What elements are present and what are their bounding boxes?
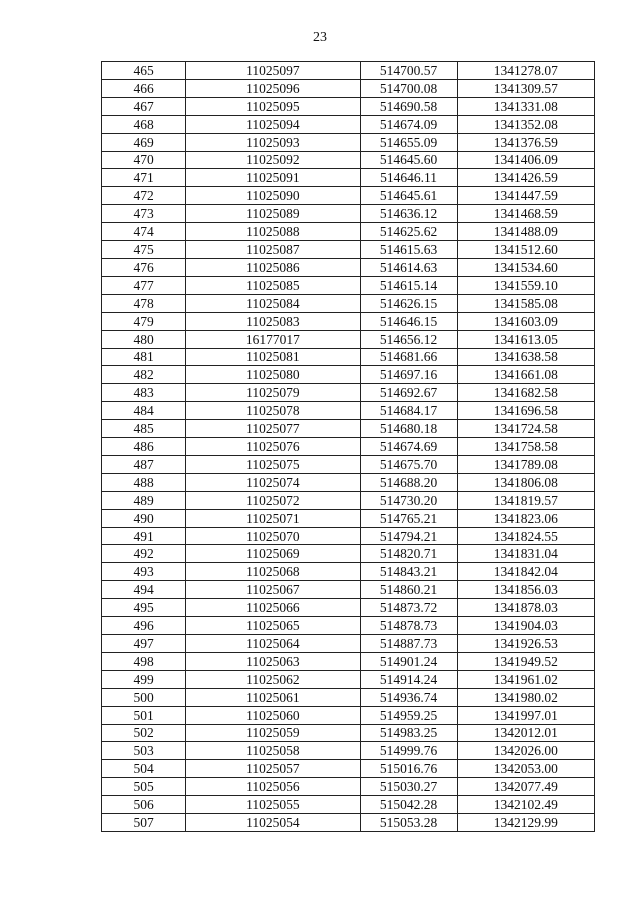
point-id-cell: 11025093 (186, 133, 360, 151)
row-number-cell: 506 (102, 796, 186, 814)
y-coordinate-cell: 1341309.57 (457, 79, 594, 97)
table-row (102, 294, 595, 312)
table-row (102, 402, 595, 420)
row-number-cell: 474 (102, 223, 186, 241)
y-coordinate-cell: 1341997.01 (457, 706, 594, 724)
row-number-cell: 475 (102, 241, 186, 259)
table-row (102, 169, 595, 187)
x-coordinate-cell: 514615.63 (360, 241, 457, 259)
row-number-cell: 481 (102, 348, 186, 366)
y-coordinate-cell: 1341352.08 (457, 115, 594, 133)
y-coordinate-cell: 1342053.00 (457, 760, 594, 778)
y-coordinate-cell: 1342129.99 (457, 814, 594, 832)
x-coordinate-cell: 515053.28 (360, 814, 457, 832)
table-row (102, 455, 595, 473)
coordinates-table-body (102, 62, 595, 832)
x-coordinate-cell: 514999.76 (360, 742, 457, 760)
point-id-cell: 11025070 (186, 527, 360, 545)
row-number-cell: 471 (102, 169, 186, 187)
row-number-cell: 465 (102, 62, 186, 80)
table-row (102, 688, 595, 706)
x-coordinate-cell: 514860.21 (360, 581, 457, 599)
x-coordinate-cell: 514646.15 (360, 312, 457, 330)
point-id-cell: 11025055 (186, 796, 360, 814)
x-coordinate-cell: 514690.58 (360, 97, 457, 115)
x-coordinate-cell: 514645.61 (360, 187, 457, 205)
point-id-cell: 11025087 (186, 241, 360, 259)
y-coordinate-cell: 1341534.60 (457, 258, 594, 276)
row-number-cell: 467 (102, 97, 186, 115)
x-coordinate-cell: 514680.18 (360, 420, 457, 438)
x-coordinate-cell: 514887.73 (360, 635, 457, 653)
row-number-cell: 496 (102, 617, 186, 635)
point-id-cell: 11025060 (186, 706, 360, 724)
y-coordinate-cell: 1342077.49 (457, 778, 594, 796)
point-id-cell: 11025068 (186, 563, 360, 581)
table-row (102, 366, 595, 384)
row-number-cell: 494 (102, 581, 186, 599)
row-number-cell: 490 (102, 509, 186, 527)
row-number-cell: 466 (102, 79, 186, 97)
coordinates-table (101, 61, 595, 832)
point-id-cell: 11025059 (186, 724, 360, 742)
point-id-cell: 11025094 (186, 115, 360, 133)
row-number-cell: 479 (102, 312, 186, 330)
y-coordinate-cell: 1341331.08 (457, 97, 594, 115)
row-number-cell: 507 (102, 814, 186, 832)
row-number-cell: 480 (102, 330, 186, 348)
table-row (102, 79, 595, 97)
row-number-cell: 493 (102, 563, 186, 581)
x-coordinate-cell: 514614.63 (360, 258, 457, 276)
row-number-cell: 486 (102, 438, 186, 456)
y-coordinate-cell: 1341842.04 (457, 563, 594, 581)
y-coordinate-cell: 1342026.00 (457, 742, 594, 760)
point-id-cell: 11025078 (186, 402, 360, 420)
y-coordinate-cell: 1341585.08 (457, 294, 594, 312)
row-number-cell: 502 (102, 724, 186, 742)
y-coordinate-cell: 1341468.59 (457, 205, 594, 223)
y-coordinate-cell: 1341789.08 (457, 455, 594, 473)
y-coordinate-cell: 1341904.03 (457, 617, 594, 635)
table-row (102, 258, 595, 276)
x-coordinate-cell: 514675.70 (360, 455, 457, 473)
y-coordinate-cell: 1341819.57 (457, 491, 594, 509)
x-coordinate-cell: 514697.16 (360, 366, 457, 384)
table-row (102, 509, 595, 527)
table-row (102, 724, 595, 742)
point-id-cell: 11025090 (186, 187, 360, 205)
point-id-cell: 11025083 (186, 312, 360, 330)
x-coordinate-cell: 514656.12 (360, 330, 457, 348)
x-coordinate-cell: 514674.69 (360, 438, 457, 456)
row-number-cell: 503 (102, 742, 186, 760)
row-number-cell: 469 (102, 133, 186, 151)
point-id-cell: 11025063 (186, 652, 360, 670)
table-row (102, 205, 595, 223)
y-coordinate-cell: 1342012.01 (457, 724, 594, 742)
x-coordinate-cell: 514914.24 (360, 670, 457, 688)
x-coordinate-cell: 514655.09 (360, 133, 457, 151)
table-row (102, 133, 595, 151)
point-id-cell: 11025080 (186, 366, 360, 384)
table-row (102, 420, 595, 438)
x-coordinate-cell: 514820.71 (360, 545, 457, 563)
y-coordinate-cell: 1341824.55 (457, 527, 594, 545)
y-coordinate-cell: 1341406.09 (457, 151, 594, 169)
row-number-cell: 473 (102, 205, 186, 223)
point-id-cell: 11025089 (186, 205, 360, 223)
point-id-cell: 11025057 (186, 760, 360, 778)
y-coordinate-cell: 1341426.59 (457, 169, 594, 187)
table-row (102, 599, 595, 617)
y-coordinate-cell: 1341926.53 (457, 635, 594, 653)
row-number-cell: 499 (102, 670, 186, 688)
table-row (102, 581, 595, 599)
point-id-cell: 11025092 (186, 151, 360, 169)
table-row (102, 276, 595, 294)
x-coordinate-cell: 514878.73 (360, 617, 457, 635)
y-coordinate-cell: 1341512.60 (457, 241, 594, 259)
x-coordinate-cell: 514636.12 (360, 205, 457, 223)
table-row (102, 545, 595, 563)
row-number-cell: 497 (102, 635, 186, 653)
point-id-cell: 11025081 (186, 348, 360, 366)
table-row (102, 635, 595, 653)
point-id-cell: 16177017 (186, 330, 360, 348)
y-coordinate-cell: 1341806.08 (457, 473, 594, 491)
y-coordinate-cell: 1341823.06 (457, 509, 594, 527)
point-id-cell: 11025066 (186, 599, 360, 617)
x-coordinate-cell: 514843.21 (360, 563, 457, 581)
table-row (102, 670, 595, 688)
x-coordinate-cell: 514645.60 (360, 151, 457, 169)
point-id-cell: 11025075 (186, 455, 360, 473)
point-id-cell: 11025084 (186, 294, 360, 312)
x-coordinate-cell: 514901.24 (360, 652, 457, 670)
table-row (102, 563, 595, 581)
x-coordinate-cell: 515030.27 (360, 778, 457, 796)
table-row (102, 706, 595, 724)
point-id-cell: 11025076 (186, 438, 360, 456)
table-row (102, 760, 595, 778)
row-number-cell: 504 (102, 760, 186, 778)
y-coordinate-cell: 1341831.04 (457, 545, 594, 563)
table-row (102, 491, 595, 509)
point-id-cell: 11025091 (186, 169, 360, 187)
point-id-cell: 11025079 (186, 384, 360, 402)
table-row (102, 151, 595, 169)
table-row (102, 312, 595, 330)
table-row (102, 241, 595, 259)
x-coordinate-cell: 514626.15 (360, 294, 457, 312)
x-coordinate-cell: 514646.11 (360, 169, 457, 187)
point-id-cell: 11025058 (186, 742, 360, 760)
y-coordinate-cell: 1341961.02 (457, 670, 594, 688)
table-row (102, 617, 595, 635)
table-row (102, 652, 595, 670)
row-number-cell: 492 (102, 545, 186, 563)
y-coordinate-cell: 1341613.05 (457, 330, 594, 348)
point-id-cell: 11025077 (186, 420, 360, 438)
x-coordinate-cell: 514688.20 (360, 473, 457, 491)
point-id-cell: 11025096 (186, 79, 360, 97)
row-number-cell: 500 (102, 688, 186, 706)
point-id-cell: 11025061 (186, 688, 360, 706)
point-id-cell: 11025088 (186, 223, 360, 241)
x-coordinate-cell: 515016.76 (360, 760, 457, 778)
point-id-cell: 11025071 (186, 509, 360, 527)
x-coordinate-cell: 514615.14 (360, 276, 457, 294)
row-number-cell: 501 (102, 706, 186, 724)
point-id-cell: 11025069 (186, 545, 360, 563)
y-coordinate-cell: 1341488.09 (457, 223, 594, 241)
point-id-cell: 11025074 (186, 473, 360, 491)
y-coordinate-cell: 1341559.10 (457, 276, 594, 294)
y-coordinate-cell: 1341696.58 (457, 402, 594, 420)
x-coordinate-cell: 514873.72 (360, 599, 457, 617)
row-number-cell: 485 (102, 420, 186, 438)
point-id-cell: 11025095 (186, 97, 360, 115)
x-coordinate-cell: 514700.57 (360, 62, 457, 80)
table-row (102, 115, 595, 133)
row-number-cell: 477 (102, 276, 186, 294)
point-id-cell: 11025056 (186, 778, 360, 796)
y-coordinate-cell: 1341661.08 (457, 366, 594, 384)
row-number-cell: 483 (102, 384, 186, 402)
row-number-cell: 472 (102, 187, 186, 205)
x-coordinate-cell: 514959.25 (360, 706, 457, 724)
x-coordinate-cell: 514692.67 (360, 384, 457, 402)
y-coordinate-cell: 1341980.02 (457, 688, 594, 706)
point-id-cell: 11025072 (186, 491, 360, 509)
table-row (102, 330, 595, 348)
x-coordinate-cell: 514983.25 (360, 724, 457, 742)
point-id-cell: 11025085 (186, 276, 360, 294)
y-coordinate-cell: 1341856.03 (457, 581, 594, 599)
y-coordinate-cell: 1341949.52 (457, 652, 594, 670)
y-coordinate-cell: 1341603.09 (457, 312, 594, 330)
point-id-cell: 11025054 (186, 814, 360, 832)
x-coordinate-cell: 514700.08 (360, 79, 457, 97)
point-id-cell: 11025064 (186, 635, 360, 653)
row-number-cell: 478 (102, 294, 186, 312)
row-number-cell: 468 (102, 115, 186, 133)
table-row (102, 438, 595, 456)
x-coordinate-cell: 514674.09 (360, 115, 457, 133)
y-coordinate-cell: 1341447.59 (457, 187, 594, 205)
x-coordinate-cell: 514681.66 (360, 348, 457, 366)
table-row (102, 187, 595, 205)
row-number-cell: 476 (102, 258, 186, 276)
table-row (102, 97, 595, 115)
point-id-cell: 11025097 (186, 62, 360, 80)
point-id-cell: 11025062 (186, 670, 360, 688)
y-coordinate-cell: 1341376.59 (457, 133, 594, 151)
y-coordinate-cell: 1342102.49 (457, 796, 594, 814)
x-coordinate-cell: 514684.17 (360, 402, 457, 420)
y-coordinate-cell: 1341878.03 (457, 599, 594, 617)
x-coordinate-cell: 514794.21 (360, 527, 457, 545)
y-coordinate-cell: 1341758.58 (457, 438, 594, 456)
page-number: 23 (313, 30, 327, 45)
y-coordinate-cell: 1341638.58 (457, 348, 594, 366)
point-id-cell: 11025065 (186, 617, 360, 635)
point-id-cell: 11025067 (186, 581, 360, 599)
row-number-cell: 505 (102, 778, 186, 796)
table-row (102, 223, 595, 241)
row-number-cell: 487 (102, 455, 186, 473)
x-coordinate-cell: 515042.28 (360, 796, 457, 814)
table-row (102, 742, 595, 760)
x-coordinate-cell: 514625.62 (360, 223, 457, 241)
x-coordinate-cell: 514765.21 (360, 509, 457, 527)
row-number-cell: 488 (102, 473, 186, 491)
x-coordinate-cell: 514936.74 (360, 688, 457, 706)
row-number-cell: 470 (102, 151, 186, 169)
row-number-cell: 489 (102, 491, 186, 509)
table-row (102, 62, 595, 80)
row-number-cell: 482 (102, 366, 186, 384)
table-row (102, 778, 595, 796)
row-number-cell: 491 (102, 527, 186, 545)
table-row (102, 384, 595, 402)
row-number-cell: 484 (102, 402, 186, 420)
y-coordinate-cell: 1341724.58 (457, 420, 594, 438)
y-coordinate-cell: 1341682.58 (457, 384, 594, 402)
table-row (102, 814, 595, 832)
point-id-cell: 11025086 (186, 258, 360, 276)
y-coordinate-cell: 1341278.07 (457, 62, 594, 80)
table-row (102, 527, 595, 545)
table-row (102, 796, 595, 814)
table-row (102, 473, 595, 491)
row-number-cell: 498 (102, 652, 186, 670)
table-row (102, 348, 595, 366)
row-number-cell: 495 (102, 599, 186, 617)
x-coordinate-cell: 514730.20 (360, 491, 457, 509)
